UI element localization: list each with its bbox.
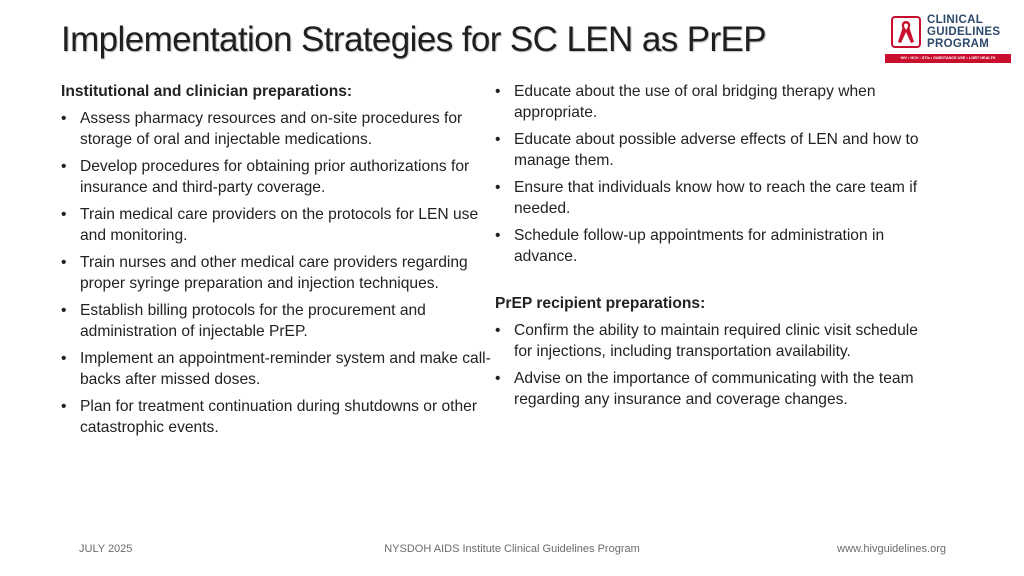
bullet-icon: • <box>495 131 501 148</box>
slide-title: Implementation Strategies for SC LEN as PrEP <box>61 20 767 59</box>
bullet-icon: • <box>495 179 501 196</box>
bullet-icon: • <box>61 398 67 415</box>
left-column <box>61 81 501 444</box>
list-item <box>61 204 501 246</box>
list-item <box>61 300 501 342</box>
institutional-heading: Institutional and clinician preparations: <box>61 83 353 100</box>
list-item-text: Ensure that individuals know how to reach the care team if needed. <box>514 179 918 217</box>
bullet-icon: • <box>61 350 67 367</box>
bullet-icon: • <box>495 83 501 100</box>
list-item <box>61 156 501 198</box>
section-spacer <box>495 273 935 293</box>
bullet-icon: • <box>495 227 501 244</box>
list-item-text: Schedule follow-up appointments for administration in advance. <box>514 227 885 265</box>
footer-program: NYSDOH AIDS Institute Clinical Guidelines Program <box>384 543 640 555</box>
list-item-text: Train nurses and other medical care providers regarding proper syringe preparation and injection techniques. <box>80 254 468 292</box>
list-item-text: Educate about the use of oral bridging therapy when appropriate. <box>514 83 876 121</box>
clinical-guidelines-logo <box>885 12 1011 64</box>
prep-recipient-heading: PrEP recipient preparations: <box>495 295 706 312</box>
list-item-text: Train medical care providers on the protocols for LEN use and monitoring. <box>80 206 479 244</box>
red-ribbon-icon <box>893 18 919 46</box>
education-bullet-list <box>495 81 935 267</box>
institutional-bullet-list <box>61 108 501 438</box>
list-item <box>61 108 501 150</box>
logo-wordmark <box>927 14 1000 50</box>
list-item <box>495 177 935 219</box>
list-item <box>495 129 935 171</box>
list-item <box>495 81 935 123</box>
list-item-text: Advise on the importance of communicating with the team regarding any insurance and coverage changes. <box>514 370 914 408</box>
list-item <box>495 225 935 267</box>
bullet-icon: • <box>61 110 67 127</box>
list-item-text: Educate about possible adverse effects of LEN and how to manage them. <box>514 131 919 169</box>
bullet-icon: • <box>495 370 501 387</box>
list-item <box>495 368 935 410</box>
bullet-icon: • <box>495 322 501 339</box>
footer-date: JULY 2025 <box>79 543 133 555</box>
ribbon-frame <box>891 16 921 48</box>
bullet-icon: • <box>61 158 67 175</box>
list-item <box>61 396 501 438</box>
list-item-text: Plan for treatment continuation during shutdowns or other catastrophic events. <box>80 398 478 436</box>
logo-line-1: CLINICAL <box>927 14 984 26</box>
logo-line-2: GUIDELINES <box>927 26 1001 38</box>
logo-tagline: HIV • HCV • STIs • SUBSTANCE USE • LGBT HEALTH <box>885 54 1011 63</box>
recipient-bullet-list <box>495 320 935 410</box>
list-item-text: Assess pharmacy resources and on-site procedures for storage of oral and injectable medications. <box>80 110 463 148</box>
right-column <box>495 81 935 416</box>
list-item-text: Confirm the ability to maintain required clinic visit schedule for injections, including transportation availability. <box>514 322 918 360</box>
list-item-text: Establish billing protocols for the procurement and administration of injectable PrEP. <box>80 302 426 340</box>
bullet-icon: • <box>61 254 67 271</box>
list-item <box>495 320 935 362</box>
logo-line-3: PROGRAM <box>927 38 990 50</box>
list-item-text: Develop procedures for obtaining prior authorizations for insurance and third-party coverage. <box>80 158 470 196</box>
footer-url[interactable]: www.hivguidelines.org <box>837 543 946 555</box>
list-item <box>61 348 501 390</box>
bullet-icon: • <box>61 206 67 223</box>
list-item-text: Implement an appointment-reminder system and make call-backs after missed doses. <box>80 350 491 388</box>
list-item <box>61 252 501 294</box>
bullet-icon: • <box>61 302 67 319</box>
